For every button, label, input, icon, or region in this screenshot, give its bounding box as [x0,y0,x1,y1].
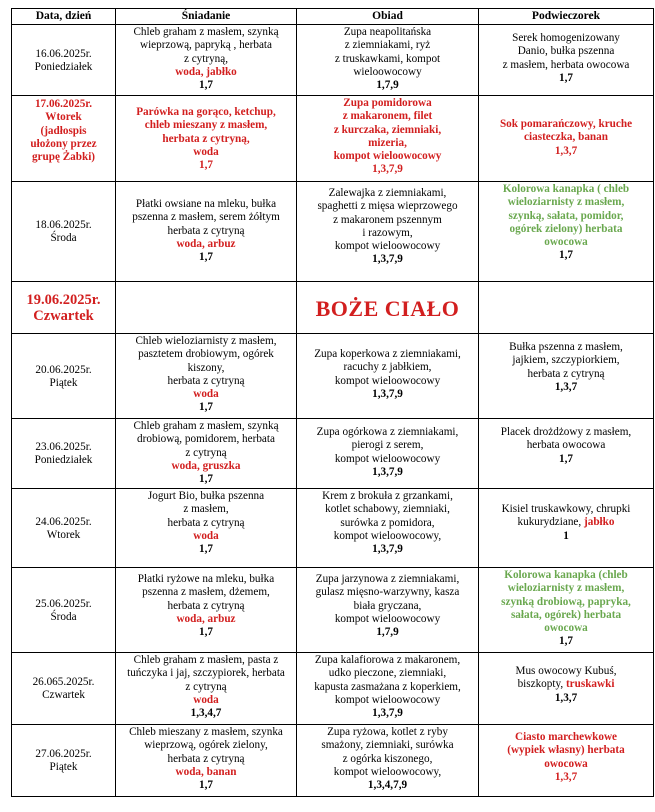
breakfast-cell: Chleb graham z masłem, szynką wieprzową, papryką , herbata z cytryną, woda, jabłko 1,7 [116,25,297,96]
breakfast-cell: Chleb mieszany z masłem, szynka wieprzową, ogórek zielony, herbata z cytryną woda, banan 1,7 [116,725,297,797]
date-cell [12,282,116,334]
table-row [12,182,654,282]
allergens: 1,7 [199,626,213,639]
breakfast-cell: Płatki ryżowe na mleku, bułka pszenna z masłem, dżemem, herbata z cytryną woda, arbuz 1,7 [116,568,297,653]
allergens: 1,3,7 [554,144,578,157]
lunch-cell: Zupa ogórkowa z ziemniakami, pierogi z serem, kompot wieloowocowy 1,3,7,9 [297,419,479,489]
date: 20.06.2025r. [35,363,92,376]
breakfast-cell: Jogurt Bio, bułka pszenna z masłem, herbata z cytryną woda 1,7 [116,489,297,568]
header-date: Data, dzień [12,9,116,25]
date-cell [12,25,116,96]
table-row [12,334,654,419]
date: 27.06.2025r. [35,748,92,760]
snack-cell [479,282,654,334]
date: 18.06.2025r. [35,219,92,231]
allergens: 1,3,7 [554,770,578,783]
header-snack: Podwieczorek [479,9,654,25]
header-row [12,9,654,25]
snack-cell: Ciasto marchewkowe (wypiek własny) herbata owocowa 1,3,7 [479,725,654,797]
allergens: 1,7 [559,452,573,465]
table-row [12,25,654,96]
day: Piątek [49,376,78,389]
snack-cell: Kolorowa kanapka (chleb wieloziarnisty z masłem, szynką drobiową, papryka, sałata, ogórek) herbata owocowa 1,7 [479,568,654,653]
date-cell [12,182,116,282]
allergens: 1,7 [559,71,573,84]
header-lunch: Obiad [297,9,479,25]
date: 23.06.2025r. [35,441,92,453]
allergens: 1,7,9 [376,79,399,92]
breakfast-cell: Parówka na gorąco, ketchup, chleb mieszany z masłem, herbata z cytryną, woda 1,7 [116,96,297,182]
table-row [12,653,654,725]
lunch-cell: Zupa neapolitańska z ziemniakami, ryż z truskawkami, kompot wieloowocowy 1,7,9 [297,25,479,96]
table-row [12,96,654,182]
date: 16.06.2025r. [35,47,92,60]
date-cell [12,334,116,419]
date: 24.06.2025r. [35,515,92,528]
allergens: 1,3,7 [554,691,578,704]
lunch-cell: Zupa pomidorowa z makaronem, filet z kurczaka, ziemniaki, mizeria, kompot wieloowocowy 1,3,7,9 [297,96,479,182]
lunch-cell: Zupa ryżowa, kotlet z ryby smażony, ziemniaki, surówka z ogórka kiszonego, kompot wieloowocowy, 1,3,4,7,9 [297,725,479,797]
date-cell [12,489,116,568]
date-cell [12,653,116,725]
day: Czwartek [42,689,85,702]
allergens: 1,3,4,7,9 [367,779,408,792]
date: 17.06.2025r. [34,98,93,111]
allergens: 1,3,7,9 [372,543,403,556]
date: 26.065.2025r. [32,676,95,688]
allergens: 1,3,4,7 [190,707,222,720]
lunch-cell: Zupa koperkowa z ziemniakami, racuchy z jabłkiem, kompot wieloowocowy 1,3,7,9 [297,334,479,419]
allergens: 1,7 [199,79,213,92]
table-row [12,489,654,568]
breakfast-cell: Chleb graham z masłem, szynką drobiową, pomidorem, herbata z cytryną woda, gruszka 1,7 [116,419,297,489]
snack-cell: Kolorowa kanapka ( chleb wieloziarnisty z masłem, szynką, sałata, pomidor, ogórek zielony) herbata owocowa 1,7 [479,182,654,282]
allergens: 1,7 [199,159,213,172]
lunch-cell: Zalewajka z ziemniakami, spaghetti z mięsa wieprzowego z makaronem pszennym i razowym, kompot wieloowocowy 1,3,7,9 [297,182,479,282]
lunch-cell: Zupa kalafiorowa z makaronem, udko pieczone, ziemniaki, kapusta zasmażana z koperkiem, kompot wieloowocowy 1,3,7,9 [297,653,479,725]
snack-cell: Mus owocowy Kubuś, biszkopty, truskawki 1,3,7 [479,653,654,725]
date-cell [12,568,116,653]
day: Wtorek [46,528,81,541]
date: 25.06.2025r. [35,597,92,610]
menu-table [11,8,654,797]
day: Poniedziałek [34,454,93,467]
snack-cell: Sok pomarańczowy, kruche ciasteczka, banan 1,3,7 [479,96,654,182]
allergens: 1,7 [199,401,213,414]
breakfast-cell [116,282,297,334]
snack-cell: Placek drożdżowy z masłem, herbata owocowa 1,7 [479,419,654,489]
snack-cell: Bułka pszenna z masłem, jajkiem, szczypiorkiem, herbata z cytryną 1,3,7 [479,334,654,419]
table-row [12,568,654,653]
snack-cell: Kisiel truskawkowy, chrupki kukurydziane, jabłko 1 [479,489,654,568]
table-row [12,282,654,334]
breakfast-cell: Płatki owsiane na mleku, bułka pszenna z masłem, serem żółtym herbata z cytryną woda, arbuz 1,7 [116,182,297,282]
day: Wtorek [45,111,82,124]
allergens: 1,3,7,9 [372,707,403,720]
lunch-cell: Zupa jarzynowa z ziemniakami, gulasz mięsno-warzywny, kasza biała gryczana, kompot wieloowocowy 1,7,9 [297,568,479,653]
breakfast-cell: Chleb wieloziarnisty z masłem, pasztetem drobiowym, ogórek kiszony, herbata z cytryną woda 1,7 [116,334,297,419]
day: Poniedziałek [34,60,93,73]
allergens: 1,7,9 [376,626,399,639]
allergens: 1,3,7,9 [372,253,403,266]
header-breakfast: Śniadanie [116,9,297,25]
day: Piątek [49,761,78,774]
allergens: 1,3,7,9 [372,465,403,478]
lunch-cell: Krem z brokuła z grzankami, kotlet schabowy, ziemniaki, surówka z pomidora, kompot wieloowocowy, 1,3,7,9 [297,489,479,568]
day: Środa [50,232,77,245]
allergens: 1,3,7 [554,380,578,393]
allergens: 1,7 [559,249,573,262]
day: Środa [50,610,77,623]
allergens: 1,7 [199,779,213,792]
allergens: 1,7 [199,251,213,264]
allergens: 1,3,7,9 [372,163,403,176]
date-cell [12,419,116,489]
allergens: 1 [563,529,569,542]
allergens: 1,7 [559,635,573,648]
holiday-label: BOŻE CIAŁO [297,282,479,334]
table-row [12,725,654,797]
breakfast-cell: Chleb graham z masłem, pasta z tuńczyka i jaj, szczypiorek, herbata z cytryną woda 1,3,4,7 [116,653,297,725]
date-cell: 17.06.2025r. Wtorek (jadłospis ułożony przez grupę Żabki) [12,96,116,182]
day: Czwartek [33,308,94,325]
date-cell [12,725,116,797]
allergens: 1,7 [199,543,213,556]
allergens: 1,7 [199,473,213,486]
allergens: 1,3,7,9 [372,387,403,400]
date: 19.06.2025r. [26,292,101,309]
snack-cell: Serek homogenizowany Danio, bułka pszenna z masłem, herbata owocowa 1,7 [479,25,654,96]
table-row [12,419,654,489]
